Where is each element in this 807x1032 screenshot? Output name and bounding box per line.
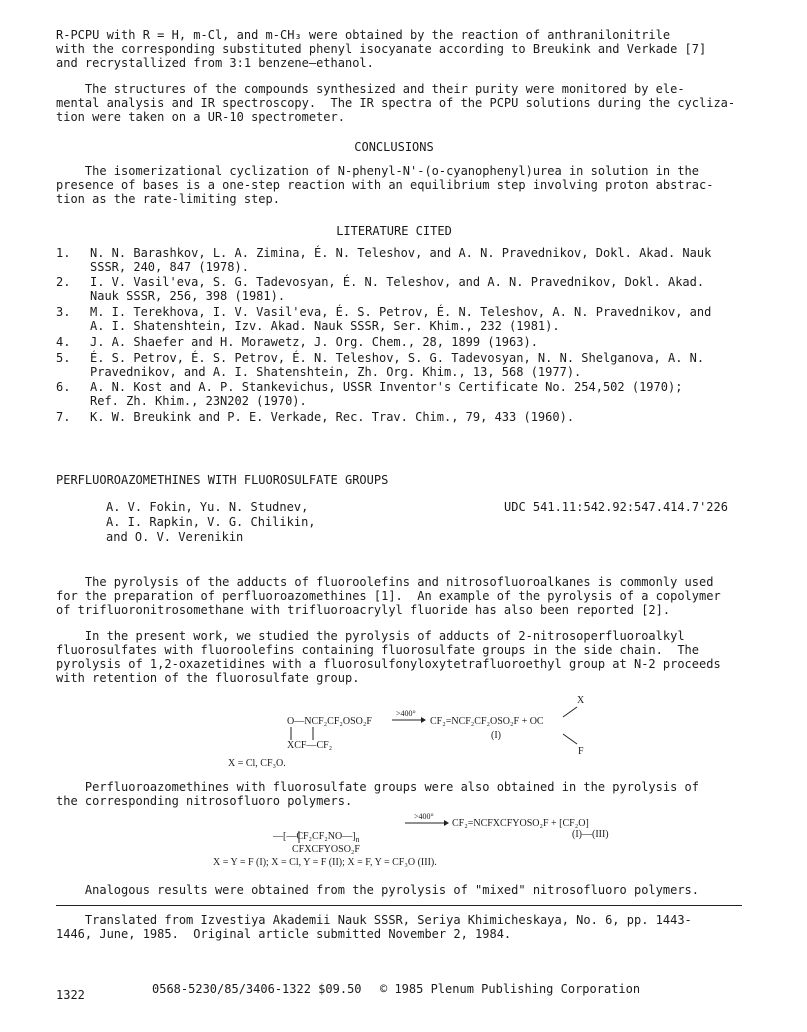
article-paragraph-3: Perfluoroazomethines with fluorosulfate groups were also obtained in the pyrolysis of the corresponding nitrosofluoro polymers. [56, 780, 699, 808]
scheme2-side-chain: CFXCFYOSO₂F [292, 844, 360, 855]
article-title: PERFLUOROAZOMETHINES WITH FLUOROSULFATE GROUPS [56, 473, 389, 487]
page-number: 1322 [56, 988, 85, 1002]
scheme1-carbonyl-bonds [560, 704, 584, 748]
scheme1-f-substituent: F [578, 746, 584, 757]
literature-heading: LITERATURE CITED [336, 224, 452, 238]
intro-paragraph-2: The structures of the compounds synthesized and their purity were monitored by ele- mental analysis and IR spectroscopy. The IR spectra of the PCPU solutions during the cycliza- tion were taken on a UR-10 spectrometer. [56, 82, 736, 124]
scheme1-reactant-bottom: XCF—CF₂ [287, 740, 333, 751]
article-code: 0568-5230/85/3406-1322 $09.50 [152, 982, 362, 996]
footnote-rule [56, 905, 742, 906]
translation-footnote: Translated from Izvestiya Akademii Nauk SSSR, Seriya Khimicheskaya, No. 6, pp. 1443- 1446, June, 1985. Original article submitted November 2, 1984. [56, 913, 692, 941]
scheme2-polymer: $—[—CF_2CF_2NO—]_n$ [273, 831, 360, 844]
scheme1-ring-bonds [287, 726, 347, 742]
intro-paragraph-1: R-PCPU with R = H, m-Cl, and m-CH₃ were obtained by the reaction of anthranilonitrile with the corresponding substituted phenyl isocyanate according to Breukink and Verkade [7] and recrystallized from 3:1 benzene—ethanol. [56, 28, 707, 70]
conclusions-text: The isomerizational cyclization of N-phenyl-N'-(o-cyanophenyl)urea in solution in the presence of bases is a one-step reaction with an equilibrium step involving proton abstrac- tion as the rate-limiting step. [56, 164, 714, 206]
article-paragraph-4: Analogous results were obtained from the pyrolysis of "mixed" nitrosofluoro polymers. [56, 883, 699, 897]
scheme2-product: CF₂=NCFXCFYOSO₂F + [CF₂O] [452, 818, 589, 829]
scheme1-definition: X = Cl, CF₃O. [228, 758, 286, 769]
scheme1-arrow-icon [392, 716, 426, 724]
scheme1-reactant: O—NCF₂CF₂OSO₂F [287, 716, 372, 727]
scheme1-product-label: (I) [491, 730, 501, 741]
scheme2-arrow-icon [405, 819, 449, 827]
scheme2-product-label: (I)—(III) [572, 829, 609, 840]
conclusions-heading: CONCLUSIONS [354, 140, 434, 154]
udc-code: UDC 541.11:542.92:547.414.7'226 [504, 500, 728, 514]
article-paragraph-2: In the present work, we studied the pyrolysis of adducts of 2-nitrosoperfluoroalkyl fluorosulfates with fluoroolefins containing fluorosulfate groups in the side chain. The pyrolysis of 1,2-oxazetidines with a fluorosulfonyloxytetrafluoroethyl group at N-2 proceeds with retention of the fluorosulfate group. [56, 629, 721, 685]
scheme1-condition: >400° [396, 709, 416, 718]
scheme2-side-chain-bond [295, 830, 303, 844]
copyright: © 1985 Plenum Publishing Corporation [380, 982, 641, 996]
scheme1-x-substituent: X [577, 695, 585, 706]
scheme1-product: CF₂=NCF₂CF₂OSO₂F + OC [430, 716, 544, 727]
article-paragraph-1: The pyrolysis of the adducts of fluoroolefins and nitrosofluoroalkanes is commonly used for the preparation of perfluoroazomethines [1]. An example of the pyrolysis of a copolymer of trifluoronitrosomethane with trifluoroacrylyl fluoride has also been reported [2]. [56, 575, 721, 617]
scheme2-definition: X = Y = F (I); X = Cl, Y = F (II); X = F, Y = CF₃O (III). [213, 857, 437, 868]
scheme2-condition: >400° [414, 812, 434, 821]
author-list: A. V. Fokin, Yu. N. Studnev, A. I. Rapkin, V. G. Chilikin, and O. V. Verenikin [106, 500, 316, 544]
